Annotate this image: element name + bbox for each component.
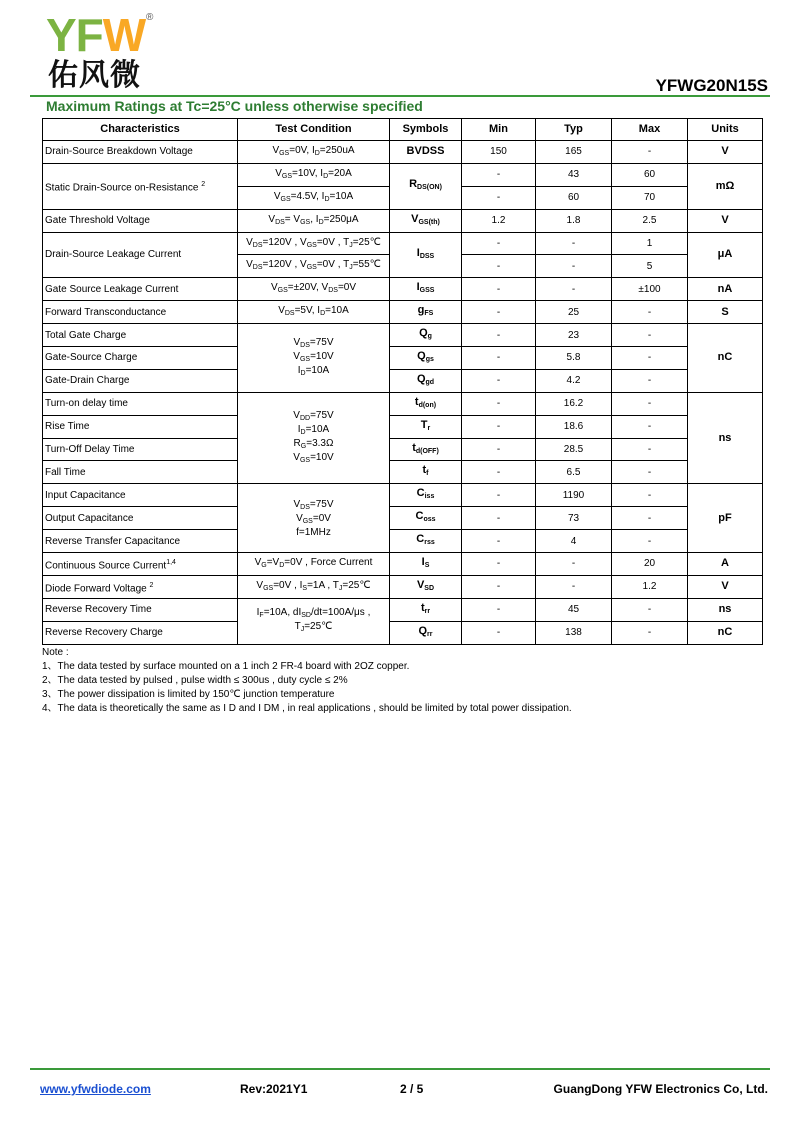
cell-condition: $V_{GS}=0V$, $I_D=250uA$ <box>238 141 390 164</box>
cell-max: - <box>612 621 688 644</box>
cell-typ: 73 <box>536 507 612 530</box>
cell-min: - <box>462 575 536 598</box>
cell-min: - <box>462 415 536 438</box>
cell-characteristic: Reverse Recovery Charge <box>43 621 238 644</box>
cell-typ: - <box>536 278 612 301</box>
cell-max: - <box>612 347 688 370</box>
company-name: GuangDong YFW Electronics Co, Ltd. <box>553 1082 768 1096</box>
cell-max: - <box>612 598 688 621</box>
cell-unit: V <box>688 141 763 164</box>
cell-condition: $V_{DS}=75V$ $V_{GS}=10V$ $I_D=10A$ <box>238 324 390 393</box>
cell-typ: 43 <box>536 163 612 186</box>
cell-unit: nA <box>688 278 763 301</box>
cell-max: - <box>612 438 688 461</box>
table-row <box>43 232 763 255</box>
logo-letters-yf: YF <box>46 9 103 61</box>
cell-characteristic: Gate Source Leakage Current <box>43 278 238 301</box>
cell-unit: ns <box>688 392 763 484</box>
header-symbols: Symbols <box>390 119 462 141</box>
table-header-row <box>43 119 763 141</box>
table-row <box>43 598 763 621</box>
table-row <box>43 438 763 461</box>
cell-max: 20 <box>612 553 688 576</box>
table-row <box>43 347 763 370</box>
cell-condition: $V_{DS}=120V$ , $V_{GS}=0V$ , $T_J=25℃$ <box>238 232 390 255</box>
cell-characteristic: Continuous Source Current$^{1,4}$ <box>43 553 238 576</box>
header-min: Min <box>462 119 536 141</box>
table-row <box>43 209 763 232</box>
cell-unit: V <box>688 209 763 232</box>
cell-unit: A <box>688 553 763 576</box>
cell-symbol: $C_{iss}$ <box>390 484 462 507</box>
electrical-characteristics-table <box>42 118 763 645</box>
header-characteristics: Characteristics <box>43 119 238 141</box>
cell-min: - <box>462 621 536 644</box>
logo-letter-w: W <box>102 9 146 61</box>
cell-characteristic: Rise Time <box>43 415 238 438</box>
table-row <box>43 484 763 507</box>
cell-condition: $V_{GS}=4.5V$, $I_D=10A$ <box>238 186 390 209</box>
cell-characteristic: Reverse Transfer Capacitance <box>43 530 238 553</box>
revision-label: Rev:2021Y1 <box>240 1082 308 1096</box>
cell-unit: ns <box>688 598 763 621</box>
cell-typ: - <box>536 255 612 278</box>
header-typ: Typ <box>536 119 612 141</box>
cell-symbol: $C_{rss}$ <box>390 530 462 553</box>
cell-unit: pF <box>688 484 763 553</box>
cell-max: - <box>612 301 688 324</box>
cell-typ: - <box>536 575 612 598</box>
cell-typ: 25 <box>536 301 612 324</box>
table-row <box>43 324 763 347</box>
table-row <box>43 461 763 484</box>
cell-typ: 165 <box>536 141 612 164</box>
note-item: 4、The data is theoretically the same as I D and I DM , in real applications , should be limited by total power dissipation. <box>42 703 572 714</box>
header-test-condition: Test Condition <box>238 119 390 141</box>
cell-typ: 6.5 <box>536 461 612 484</box>
cell-typ: 45 <box>536 598 612 621</box>
table-row <box>43 621 763 644</box>
cell-symbol: $Q_g$ <box>390 324 462 347</box>
cell-typ: 4.2 <box>536 369 612 392</box>
table-row <box>43 141 763 164</box>
registered-mark: ® <box>146 12 154 23</box>
cell-characteristic: Drain-Source Breakdown Voltage <box>43 141 238 164</box>
header-max: Max <box>612 119 688 141</box>
part-number: YFWG20N15S <box>655 76 768 95</box>
cell-min: - <box>462 255 536 278</box>
header-units: Units <box>688 119 763 141</box>
table-row <box>43 278 763 301</box>
cell-min: - <box>462 530 536 553</box>
cell-condition: $I_F=10A$, $dI_{SD}/dt=100A/\mu s$ , $T_J=25℃$ <box>238 598 390 644</box>
cell-min: - <box>462 163 536 186</box>
table-row <box>43 507 763 530</box>
table-row <box>43 163 763 186</box>
notes-heading: Note : <box>42 647 69 658</box>
section-title: Maximum Ratings at Tc=25°C unless otherwise specified <box>46 98 423 114</box>
cell-typ: 5.8 <box>536 347 612 370</box>
cell-typ: 138 <box>536 621 612 644</box>
cell-typ: 1190 <box>536 484 612 507</box>
cell-condition: $V_G=V_D=0V$ , Force Current <box>238 553 390 576</box>
cell-typ: 4 <box>536 530 612 553</box>
cell-min: 1.2 <box>462 209 536 232</box>
cell-min: - <box>462 278 536 301</box>
cell-symbol: $I_S$ <box>390 553 462 576</box>
cell-symbol: $R_{DS(ON)}$ <box>390 163 462 209</box>
cell-max: 1.2 <box>612 575 688 598</box>
note-item: 2、The data tested by pulsed , pulse width ≤ 300us , duty cycle ≤ 2% <box>42 675 348 686</box>
cell-condition: $V_{GS}=10V$, $I_D=20A$ <box>238 163 390 186</box>
cell-max: 5 <box>612 255 688 278</box>
table-row <box>43 530 763 553</box>
note-item: 1、The data tested by surface mounted on a 1 inch 2 FR-4 board with 2OZ copper. <box>42 661 410 672</box>
cell-typ: 18.6 <box>536 415 612 438</box>
footer-divider <box>30 1068 770 1070</box>
cell-min: - <box>462 507 536 530</box>
cell-min: 150 <box>462 141 536 164</box>
cell-min: - <box>462 347 536 370</box>
cell-max: - <box>612 141 688 164</box>
cell-condition: $V_{GS}=\pm 20V$, $V_{DS}=0V$ <box>238 278 390 301</box>
cell-min: - <box>462 484 536 507</box>
cell-min: - <box>462 186 536 209</box>
table-row <box>43 575 763 598</box>
cell-typ: 28.5 <box>536 438 612 461</box>
cell-max: 2.5 <box>612 209 688 232</box>
cell-characteristic: Drain-Source Leakage Current <box>43 232 238 278</box>
cell-characteristic: Forward Transconductance <box>43 301 238 324</box>
cell-min: - <box>462 438 536 461</box>
cell-unit: nC <box>688 621 763 644</box>
cell-typ: - <box>536 232 612 255</box>
cell-max: - <box>612 324 688 347</box>
cell-characteristic: Gate-Source Charge <box>43 347 238 370</box>
cell-characteristic: Input Capacitance <box>43 484 238 507</box>
table-row <box>43 392 763 415</box>
cell-max: 60 <box>612 163 688 186</box>
cell-max: - <box>612 507 688 530</box>
cell-characteristic: Diode Forward Voltage $^2$ <box>43 575 238 598</box>
cell-typ: 23 <box>536 324 612 347</box>
cell-min: - <box>462 461 536 484</box>
cell-characteristic: Turn-on delay time <box>43 392 238 415</box>
cell-unit: V <box>688 575 763 598</box>
cell-unit: nC <box>688 324 763 393</box>
cell-symbol: $V_{SD}$ <box>390 575 462 598</box>
cell-unit: S <box>688 301 763 324</box>
cell-condition: $V_{DS}=120V$ , $V_{GS}=0V$ , $T_J=55℃$ <box>238 255 390 278</box>
cell-condition: $V_{DD}=75V$ $I_D=10A$ $R_G=3.3\Omega$ $V_{GS}=10V$ <box>238 392 390 484</box>
table-row <box>43 301 763 324</box>
website-link[interactable]: www.yfwdiode.com <box>40 1082 151 1096</box>
cell-symbol: BVDSS <box>390 141 462 164</box>
note-item: 3、The power dissipation is limited by 150℃ junction temperature <box>42 689 335 700</box>
cell-symbol: $I_{DSS}$ <box>390 232 462 278</box>
cell-symbol: $t_{d(on)}$ <box>390 392 462 415</box>
cell-symbol: $T_r$ <box>390 415 462 438</box>
cell-condition: $V_{GS}=0V$ , $I_S=1A$ , $T_J=25℃$ <box>238 575 390 598</box>
cell-characteristic: Gate-Drain Charge <box>43 369 238 392</box>
cell-characteristic: Total Gate Charge <box>43 324 238 347</box>
cell-unit: mΩ <box>688 163 763 209</box>
cell-characteristic: Fall Time <box>43 461 238 484</box>
cell-symbol: $Q_{gd}$ <box>390 369 462 392</box>
cell-symbol: $g_{FS}$ <box>390 301 462 324</box>
cell-characteristic: Output Capacitance <box>43 507 238 530</box>
cell-max: - <box>612 461 688 484</box>
cell-condition: $V_{DS}=75V$ $V_{GS}=0V$ f=1MHz <box>238 484 390 553</box>
table-row <box>43 415 763 438</box>
header-divider <box>30 95 770 97</box>
cell-typ: 1.8 <box>536 209 612 232</box>
cell-min: - <box>462 598 536 621</box>
cell-symbol: $I_{GSS}$ <box>390 278 462 301</box>
cell-condition: $V_{DS}= V_{GS}$, $I_D=250\mu A$ <box>238 209 390 232</box>
cell-condition: $V_{DS}=5V$, $I_D=10A$ <box>238 301 390 324</box>
cell-symbol: $t_{d(OFF)}$ <box>390 438 462 461</box>
table-row <box>43 369 763 392</box>
cell-symbol: $t_f$ <box>390 461 462 484</box>
cell-typ: 60 <box>536 186 612 209</box>
cell-max: - <box>612 415 688 438</box>
cell-symbol: $Q_{gs}$ <box>390 347 462 370</box>
cell-min: - <box>462 232 536 255</box>
cell-symbol: $Q_{rr}$ <box>390 621 462 644</box>
cell-unit: μA <box>688 232 763 278</box>
cell-max: 1 <box>612 232 688 255</box>
cell-max: - <box>612 392 688 415</box>
table-row <box>43 553 763 576</box>
cell-symbol: $C_{oss}$ <box>390 507 462 530</box>
cell-characteristic: Reverse Recovery Time <box>43 598 238 621</box>
cell-min: - <box>462 301 536 324</box>
cell-max: ±100 <box>612 278 688 301</box>
notes-section <box>42 646 572 716</box>
cell-typ: 16.2 <box>536 392 612 415</box>
cell-min: - <box>462 553 536 576</box>
cell-min: - <box>462 392 536 415</box>
cell-max: - <box>612 484 688 507</box>
cell-symbol: $V_{GS(th)}$ <box>390 209 462 232</box>
cell-max: - <box>612 369 688 392</box>
logo-chinese-name: 佑风微 <box>48 58 141 93</box>
cell-typ: - <box>536 553 612 576</box>
cell-max: 70 <box>612 186 688 209</box>
cell-min: - <box>462 324 536 347</box>
cell-characteristic: Gate Threshold Voltage <box>43 209 238 232</box>
page-number: 2 / 5 <box>400 1082 424 1096</box>
cell-max: - <box>612 530 688 553</box>
cell-symbol: $t_{rr}$ <box>390 598 462 621</box>
company-logo <box>46 9 176 93</box>
cell-characteristic: Static Drain-Source on-Resistance $^2$ <box>43 163 238 209</box>
cell-characteristic: Turn-Off Delay Time <box>43 438 238 461</box>
cell-min: - <box>462 369 536 392</box>
